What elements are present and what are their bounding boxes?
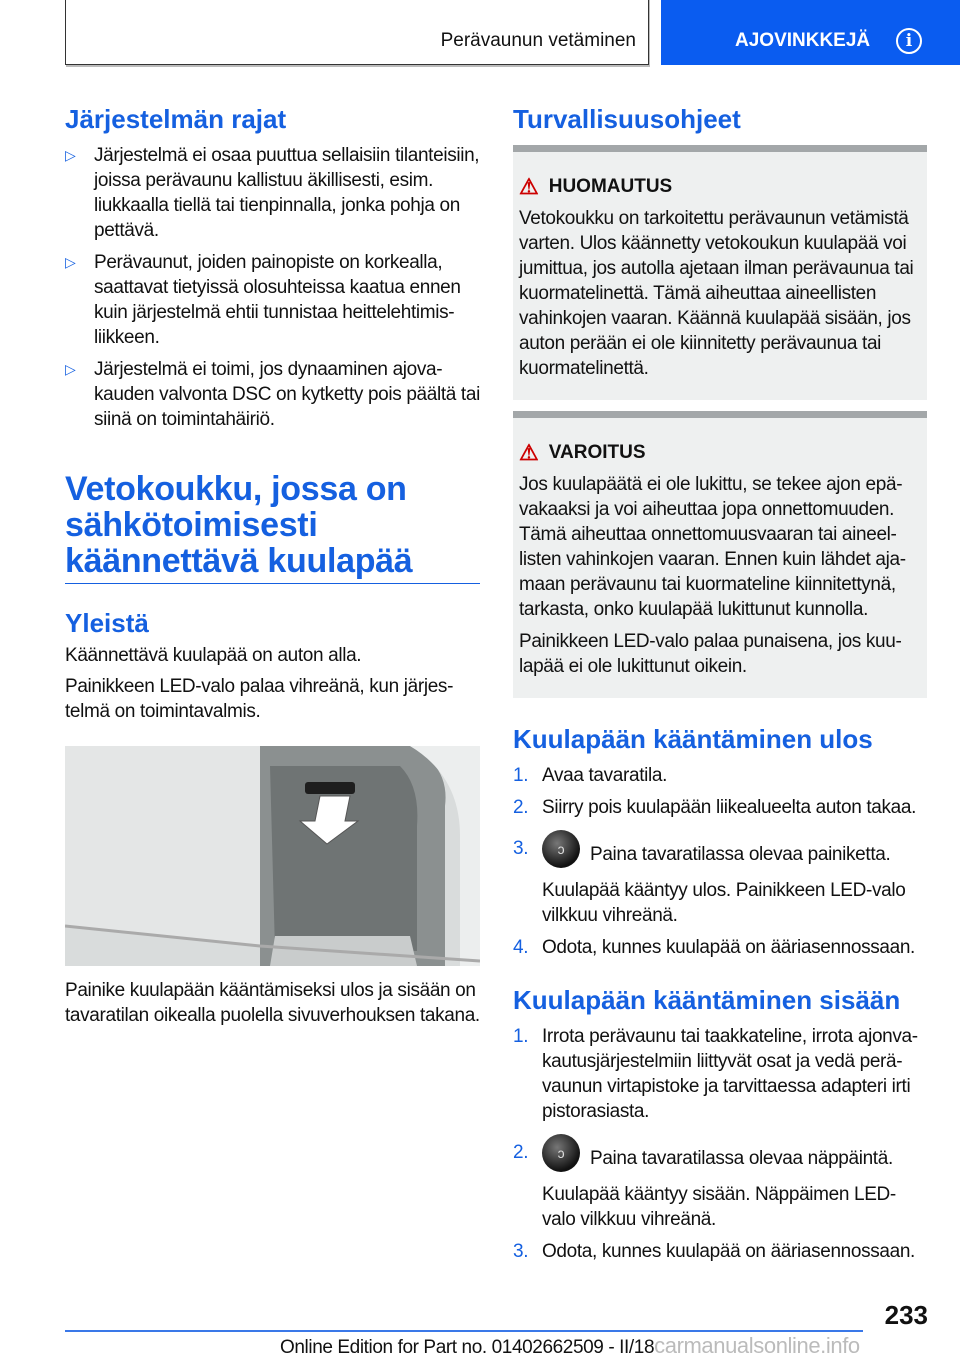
warning-text-2: Painikkeen LED-valo palaa punaisena, jos kuulapää ei ole lukittunut oikein.	[519, 631, 902, 677]
notice-box	[513, 145, 927, 400]
watermark: carmanualsonline.info	[654, 1333, 860, 1358]
item-text: Perävaunut, joiden painopiste on korkealla, saattavat tietyissä olosuhteissa kaatua ennen kuin järjestelmä ehtii tunnistaa heittelehtimisliikkeen.	[94, 252, 461, 348]
step-number: 4.	[513, 937, 529, 958]
step-number: 2.	[513, 797, 529, 818]
section-title: Perävaunun vetäminen	[440, 30, 636, 51]
notice-text: Vetokoukku on tarkoitettu perävaunun vetämistä varten. Ulos käännetty vetokoukun kuulapää voi jumittua, jos autolla ajetaan ilman perävaunua tai kuormatelinettä. Tämä aiheuttaa aineellisten vahinkojen vaaran. Käännä kuulapää sisään, jos auton perään ei ole kiinnitetty perävaunua tai kuormatelinettä.	[519, 208, 914, 379]
step-result: Kuulapää kääntyy sisään. Näppäimen LED-valo vilkkuu vihreänä.	[542, 1184, 896, 1230]
step	[513, 763, 929, 788]
trunk-button-illustration	[65, 746, 480, 966]
step-number: 1.	[513, 765, 529, 786]
step-number: 3.	[513, 1241, 529, 1262]
warning-title: VAROITUS	[548, 442, 646, 463]
image-caption: Painike kuulapään kääntämiseksi ulos ja sisään on tavaratilan oikealla puolella sivuverhouksen takana.	[65, 980, 480, 1026]
step-number: 2.	[513, 1142, 529, 1163]
chapter-tab[interactable]	[661, 0, 960, 65]
left-column	[65, 104, 481, 439]
general-text-1: Käännettävä kuulapää on auton alla.	[65, 645, 362, 666]
safety-heading: Turvallisuusohjeet	[513, 104, 741, 134]
bullet-triangle-icon: ▷	[65, 361, 76, 377]
warning-header	[519, 440, 927, 466]
step	[513, 1024, 929, 1124]
fold-in-heading: Kuulapään kääntäminen sisään	[513, 985, 901, 1015]
warning-triangle-icon: ⚠	[519, 174, 539, 199]
step-text: Irrota perävaunu tai taakkateline, irrota ajonvakautusjärjestelmiin liittyvät osat ja vedä perävaunun virtapistoke ja tarvittaessa adapteri irti pistorasiasta.	[542, 1026, 919, 1122]
footer	[280, 1333, 860, 1359]
item-text: Järjestelmä ei osaa puuttua sellaisiin tilanteisiin, joissa perävaunu kallistuu äkillisesti, esim. liukkaalla tiellä tai tienpinnalla, jonka pohja on pettävä.	[94, 145, 480, 241]
step-number: 3.	[513, 838, 529, 859]
step-number: 1.	[513, 1026, 529, 1047]
ball-head-button-icon: ↄ	[542, 830, 580, 868]
main-heading: Vetokoukku, jossa on sähkötoimisesti käännettävä kuulapää	[65, 471, 480, 584]
step-text: Paina tavaratilassa olevaa näppäintä.	[590, 1148, 893, 1170]
step-text: Paina tavaratilassa olevaa painiketta.	[590, 844, 891, 866]
notice-header	[519, 174, 927, 200]
limits-heading: Järjestelmän rajat	[65, 104, 287, 134]
footer-rule	[65, 1330, 863, 1332]
step	[513, 1239, 929, 1264]
bullet-triangle-icon: ▷	[65, 147, 76, 163]
list-item	[65, 143, 481, 243]
edition-text: Online Edition for Part no. 01402662509 - II/18	[280, 1337, 655, 1358]
general-text-2: Painikkeen LED-valo palaa vihreänä, kun järjestelmä on toimintavalmis.	[65, 676, 454, 722]
bullet-triangle-icon: ▷	[65, 254, 76, 270]
step-result: Kuulapää kääntyy ulos. Painikkeen LED-valo vilkkuu vihreänä.	[542, 880, 906, 926]
step	[513, 836, 929, 928]
step	[513, 935, 929, 960]
fold-in-steps	[513, 1024, 929, 1264]
step-text: Odota, kunnes kuulapää on ääriasennossaan.	[542, 1241, 915, 1262]
info-icon: i	[896, 28, 922, 54]
list-item	[65, 357, 481, 432]
fold-out-heading: Kuulapään kääntäminen ulos	[513, 724, 873, 754]
fold-in-section	[513, 985, 929, 1271]
warning-triangle-icon: ⚠	[519, 440, 539, 465]
step	[513, 795, 929, 820]
step-text: Odota, kunnes kuulapää on ääriasennossaan.	[542, 937, 915, 958]
step-text: Avaa tavaratila.	[542, 765, 668, 786]
step-text: Siirry pois kuulapään liikealueelta auton takaa.	[542, 797, 916, 818]
general-heading: Yleistä	[65, 608, 149, 638]
ball-head-button-icon: ↄ	[542, 1134, 580, 1172]
fold-out-steps	[513, 763, 929, 960]
warning-box	[513, 411, 927, 698]
chapter-label: AJOVINKKEJÄ	[735, 30, 871, 51]
notice-title: HUOMAUTUS	[548, 176, 673, 197]
main-section	[65, 471, 481, 724]
page-number: 233	[884, 1300, 928, 1330]
item-text: Järjestelmä ei toimi, jos dynaaminen ajovakauden valvonta DSC on kytketty pois päältä tai siinä on toimintahäiriö.	[94, 359, 480, 430]
fold-out-section	[513, 724, 929, 967]
list-item	[65, 250, 481, 350]
limits-list	[65, 143, 481, 432]
safety-heading-wrap	[513, 104, 927, 135]
header-section-box	[65, 0, 649, 65]
warning-text-1: Jos kuulapäätä ei ole lukittu, se tekee ajon epävakaaksi ja voi aiheuttaa jopa onnettomuuden. Tämä aiheuttaa onnettomuusvaaran tai aineellisten vahinkojen vaaran. Ennen kuin lähdet ajamaan perävaunu tai kuormateline kiinnitettynä, tarkasta, onko kuulapää lukittunut kunnolla.	[519, 474, 907, 620]
step	[513, 1140, 929, 1232]
